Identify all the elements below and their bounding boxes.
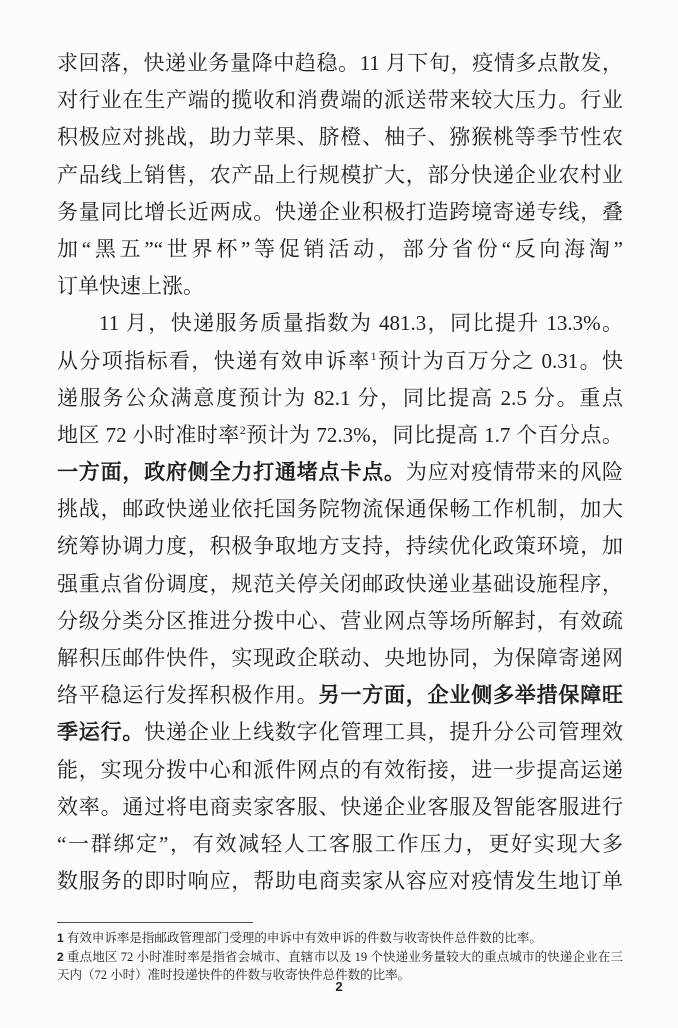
text-segment: “一群绑定”，有效减轻人工客服工作压力，更好实现大多 — [57, 831, 623, 856]
footnote-list — [57, 929, 623, 985]
bold-text: 季运行。 — [57, 720, 145, 745]
text-line — [57, 677, 623, 714]
text-segment: 快递企业上线数字化管理工具，提升分公司管理效 — [144, 720, 624, 745]
text-segment: 预计为 72.3%，同比提高 1.7 个百分点。 — [245, 422, 624, 447]
text-segment: 效率。通过将电商卖家客服、快递企业客服及智能客服进行 — [57, 794, 623, 819]
text-line — [57, 714, 623, 751]
text-segment: 11 月，快递服务质量指数为 481.3，同比提升 13.3%。 — [99, 311, 623, 336]
text-segment: 加“黑五”“世界杯”等促销活动，部分省份“反向海淘” — [57, 236, 623, 261]
text-segment: 务量同比增长近两成。快递企业积极打造跨境寄递专线，叠 — [57, 199, 623, 224]
text-line — [57, 863, 623, 900]
text-line — [57, 491, 623, 528]
text-segment: 产品线上销售，农产品上行规模扩大，部分快递企业农村业 — [57, 162, 623, 187]
text-line — [57, 380, 623, 417]
text-segment: 挑战，邮政快递业依托国务院物流保通保畅工作机制，加大 — [57, 497, 623, 522]
text-segment: 从分项指标看，快递有效申诉率 — [57, 348, 371, 373]
text-line — [57, 82, 623, 119]
text-segment: 递服务公众满意度预计为 82.1 分，同比提高 2.5 分。重点 — [57, 385, 623, 410]
text-line — [57, 826, 623, 863]
bold-text: 另一方面，企业侧多举措保障旺 — [318, 683, 624, 708]
text-segment: 订单快速上涨。 — [57, 274, 204, 299]
text-segment: 对行业在生产端的揽收和消费端的派送带来较大压力。行业 — [57, 88, 623, 113]
footnote-section — [57, 922, 623, 985]
text-segment: 能，实现分拨中心和派件网点的有效衔接，进一步提高运递 — [57, 757, 623, 782]
footnote-text: 有效申诉率是指邮政管理部门受理的申诉中有效申诉的件数与收寄快件总件数的比率。 — [63, 931, 542, 945]
text-segment: 统筹协调力度，积极争取地方支持，持续优化政策环境，加 — [57, 534, 623, 559]
text-line — [57, 343, 623, 380]
text-segment: 积极应对挑战，助力苹果、脐橙、柚子、猕猴桃等季节性农 — [57, 125, 623, 150]
text-line — [57, 119, 623, 156]
footnote-number: 1 — [57, 931, 64, 945]
text-segment: 络平稳运行发挥积极作用。 — [57, 683, 319, 708]
page-number: 2 — [335, 979, 343, 994]
text-segment: 分级分类分区推进分拨中心、营业网点等场所解封，有效疏 — [57, 608, 623, 633]
text-line — [57, 640, 623, 677]
footnote-separator — [57, 922, 253, 923]
text-line — [57, 528, 623, 565]
text-line — [57, 789, 623, 826]
text-line — [57, 231, 623, 268]
footnote-number: 2 — [57, 949, 64, 964]
text-line — [57, 454, 623, 491]
footnote-text: 重点地区 72 小时准时率是指省会城市、直辖市以及 19 个快递业务量较大的重点城市的快递企业在三天内（72 小时）准时投递快件的件数与收寄快件总件数的比率。 — [57, 949, 623, 982]
bold-text: 一方面，政府侧全力打通堵点卡点。 — [57, 460, 406, 485]
text-line — [57, 157, 623, 194]
text-line — [57, 603, 623, 640]
footnote-ref: 1 — [370, 348, 377, 363]
text-line — [57, 45, 623, 82]
text-line — [57, 566, 623, 603]
text-segment: 为应对疫情带来的风险 — [405, 460, 624, 485]
text-segment: 求回落，快递业务量降中趋稳。11 月下旬，疫情多点散发， — [57, 51, 623, 75]
document-body — [57, 45, 623, 900]
footnote — [57, 929, 623, 948]
text-segment: 强重点省份调度，规范关停关闭邮政快递业基础设施程序， — [57, 571, 623, 596]
footnote-ref: 2 — [239, 422, 246, 437]
text-segment: 解积压邮件快件，实现政企联动、央地协同，为保障寄递网 — [57, 646, 623, 670]
text-segment: 预计为百万分之 0.31。快 — [376, 348, 624, 373]
text-segment: 数服务的即时响应，帮助电商卖家从容应对疫情发生地订单 — [57, 869, 623, 894]
text-line — [57, 752, 623, 789]
text-line — [57, 305, 623, 342]
text-line — [57, 268, 623, 305]
text-segment: 地区 72 小时准时率 — [57, 422, 240, 447]
text-line — [57, 417, 623, 454]
text-line — [57, 194, 623, 231]
